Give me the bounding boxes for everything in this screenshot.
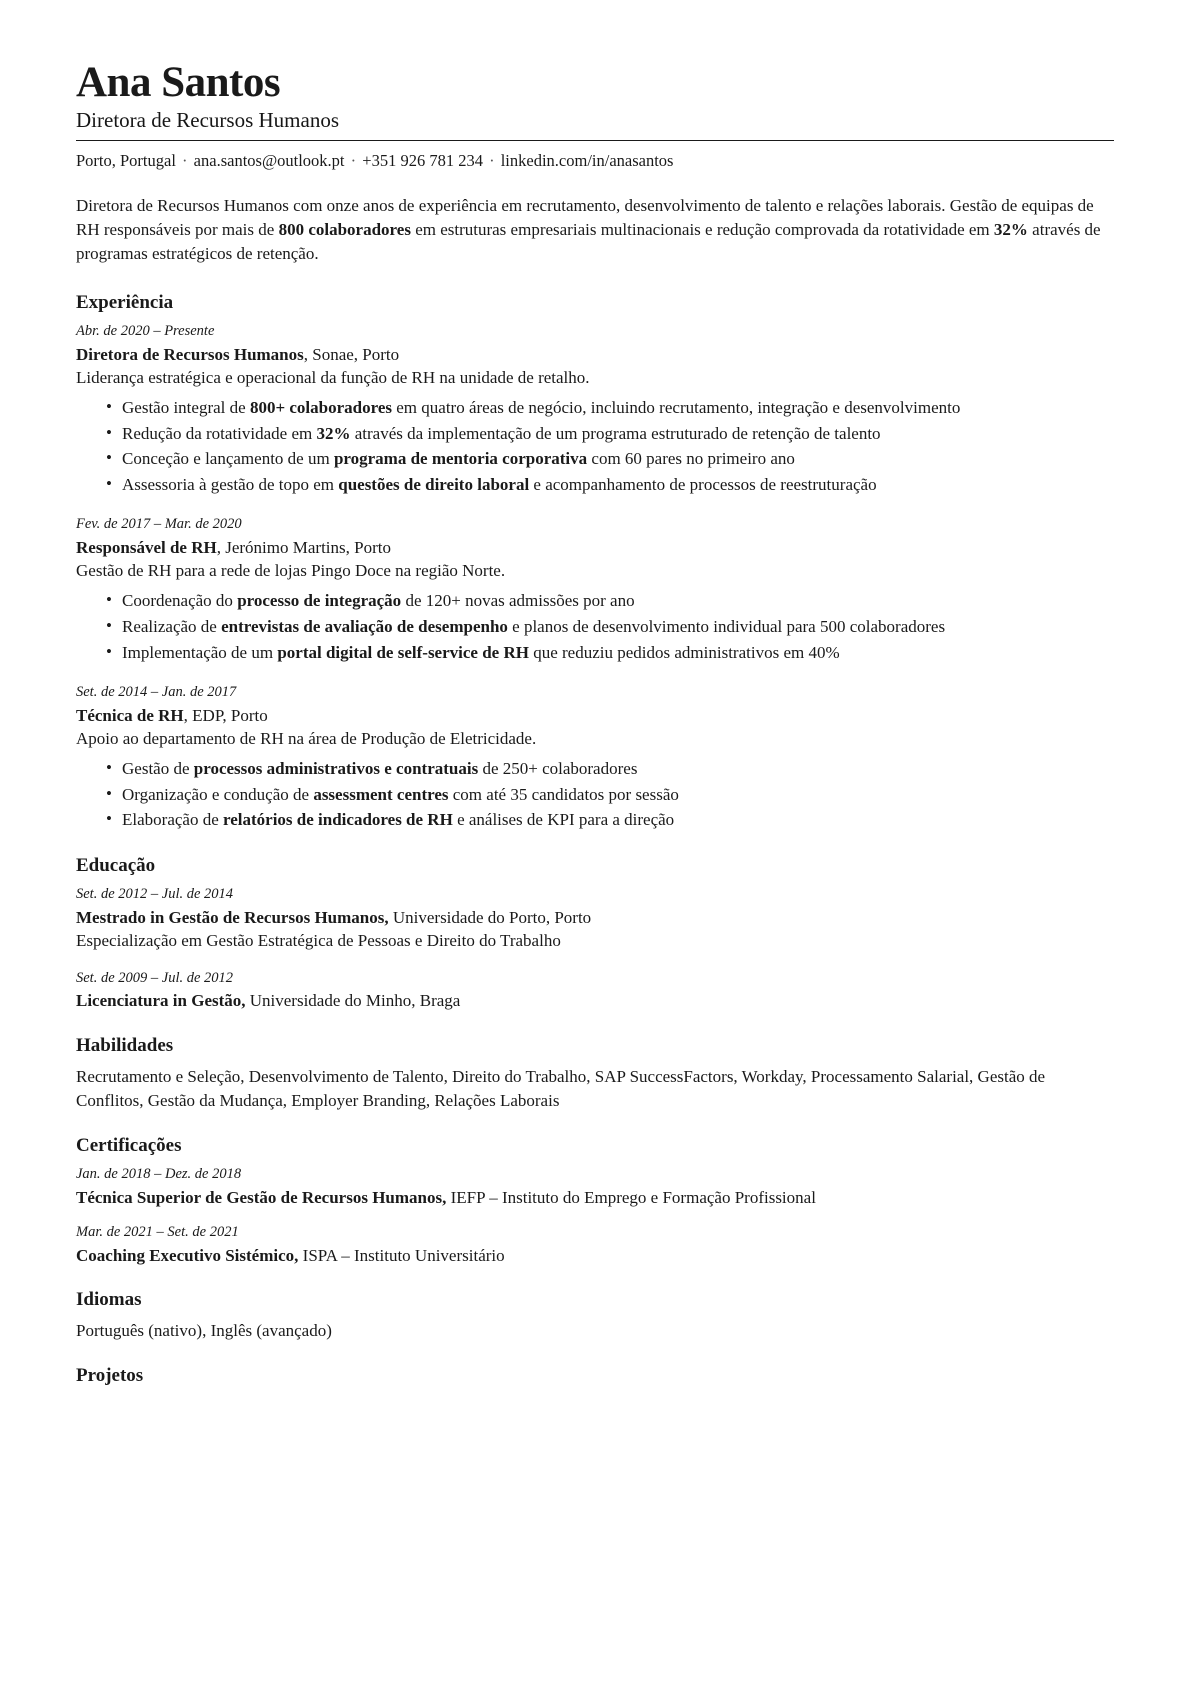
entry-description: Liderança estratégica e operacional da função de RH na unidade de retalho. — [76, 368, 590, 388]
entry-degree-line — [76, 989, 1114, 1012]
bullet-text-bold: portal digital de self-service de RH — [277, 642, 529, 662]
list-item — [106, 641, 1114, 666]
bullet-text-pre: Implementação de um — [122, 642, 278, 662]
bullet-text-pre: Conceção e lançamento de um — [122, 449, 334, 469]
bullet-text-post: que reduziu pedidos administrativos em 40% — [528, 642, 840, 662]
summary-highlight-turnover: 32% — [993, 219, 1028, 239]
bullet-text-bold: assessment centres — [313, 784, 449, 804]
section-heading-skills: Habilidades — [76, 1034, 174, 1056]
list-item — [106, 757, 1114, 782]
entry-bullet-list — [76, 757, 1114, 833]
section-education — [76, 855, 1114, 1013]
page-title: Ana Santos — [76, 59, 281, 106]
entry-role: Responsável de RH — [76, 538, 217, 558]
entry-dates: Set. de 2012 – Jul. de 2014 — [76, 885, 234, 902]
list-item — [106, 473, 1114, 498]
entry-description: Especialização em Gestão Estratégica de Pessoas e Direito do Trabalho — [76, 930, 561, 950]
section-heading-projects: Projetos — [76, 1365, 144, 1387]
header-divider — [76, 140, 1114, 141]
list-item — [106, 422, 1114, 447]
bullet-text-post: com até 35 candidatos por sessão — [448, 784, 679, 804]
summary-text-1: Diretora de Recursos Humanos com onze anos de experiência em recrutamento, desenvolvimento de talento e relações laborais. Gestão de equipas de RH responsáveis por mais de — [76, 195, 1094, 239]
header-subtitle: Diretora de Recursos Humanos — [76, 108, 340, 133]
entry-title-line — [76, 1186, 1114, 1209]
bullet-text-bold: programa de mentoria corporativa — [333, 449, 588, 469]
list-item — [106, 589, 1114, 614]
bullet-text-bold: questões de direito laboral — [338, 474, 530, 494]
entry-description: Apoio ao departamento de RH na área de Produção de Eletricidade. — [76, 729, 537, 749]
education-entry — [76, 969, 1114, 1013]
bullet-text-post: e planos de desenvolvimento individual para 500 colaboradores — [507, 616, 946, 636]
entry-title: Coaching Executivo Sistémico, — [76, 1245, 299, 1265]
bullet-text-pre: Gestão de — [122, 759, 194, 779]
section-languages — [76, 1289, 1114, 1343]
contact-linkedin[interactable]: linkedin.com/in/anasantos — [500, 150, 674, 170]
bullet-text-post: com 60 pares no primeiro ano — [587, 449, 795, 469]
entry-dates: Jan. de 2018 – Dez. de 2018 — [76, 1166, 242, 1183]
entry-degree-line — [76, 906, 1114, 929]
bullet-text-bold: 32% — [316, 423, 351, 443]
bullet-text-bold: processos administrativos e contratuais — [193, 759, 479, 779]
contact-email[interactable]: ana.santos@outlook.pt — [193, 150, 345, 170]
contact-phone[interactable]: +351 926 781 234 — [362, 150, 483, 170]
entry-dates: Mar. de 2021 – Set. de 2021 — [76, 1224, 239, 1241]
bullet-text-bold: processo de integração — [237, 591, 402, 611]
section-heading-certifications: Certificações — [76, 1135, 182, 1157]
summary-text-3: através de programas estratégicos de retenção. — [76, 219, 1101, 263]
bullet-text-post: e acompanhamento de processos de reestruturação — [529, 474, 877, 494]
experience-entry — [76, 683, 1114, 833]
entry-role-line — [76, 704, 1114, 727]
bullet-text-pre: Assessoria à gestão de topo em — [122, 474, 339, 494]
entry-degree: Licenciatura in Gestão, — [76, 991, 246, 1011]
contact-separator-3: · — [489, 150, 495, 170]
education-entry — [76, 885, 1114, 953]
entry-title: Técnica Superior de Gestão de Recursos Humanos, — [76, 1187, 447, 1207]
entry-company: , Jerónimo Martins, Porto — [216, 538, 391, 558]
bullet-text-bold: entrevistas de avaliação de desempenho — [221, 616, 508, 636]
certification-entry — [76, 1165, 1114, 1209]
list-item — [106, 808, 1114, 833]
entry-institution: Universidade do Minho, Braga — [245, 991, 461, 1011]
contact-line — [76, 149, 1114, 172]
entry-dates: Fev. de 2017 – Mar. de 2020 — [76, 516, 242, 533]
bullet-text-pre: Gestão integral de — [122, 397, 250, 417]
entry-company: , EDP, Porto — [183, 705, 268, 725]
bullet-text-post: e análises de KPI para a direção — [452, 810, 675, 830]
entry-institution: Universidade do Porto, Porto — [388, 907, 592, 927]
contact-separator-1: · — [182, 150, 188, 170]
list-item — [106, 615, 1114, 640]
summary-paragraph — [76, 194, 1114, 266]
experience-entry — [76, 322, 1114, 497]
section-projects — [76, 1365, 1114, 1387]
entry-role-line — [76, 536, 1114, 559]
section-experience — [76, 292, 1114, 833]
experience-entry — [76, 515, 1114, 665]
entry-role-line — [76, 343, 1114, 366]
section-heading-languages: Idiomas — [76, 1289, 142, 1311]
contact-location: Porto, Portugal — [76, 150, 176, 170]
entry-degree: Mestrado in Gestão de Recursos Humanos, — [76, 907, 389, 927]
section-certifications — [76, 1135, 1114, 1267]
section-heading-experience: Experiência — [76, 292, 174, 314]
skills-text: Recrutamento e Seleção, Desenvolvimento de Talento, Direito do Trabalho, SAP SuccessFactors, Workday, Processamento Salarial, Gestão de Conflitos, Gestão da Mudança, Employer Branding, Relações Laborais — [76, 1066, 1046, 1110]
entry-dates: Set. de 2014 – Jan. de 2017 — [76, 684, 237, 701]
entry-description: Gestão de RH para a rede de lojas Pingo Doce na região Norte. — [76, 561, 506, 581]
entry-dates: Set. de 2009 – Jul. de 2012 — [76, 969, 234, 986]
entry-bullet-list — [76, 589, 1114, 665]
entry-role: Técnica de RH — [76, 705, 184, 725]
contact-separator-2: · — [350, 150, 357, 170]
section-skills — [76, 1035, 1114, 1113]
entry-issuer: IEFP – Instituto do Emprego e Formação Profissional — [446, 1187, 816, 1207]
entry-issuer: ISPA – Instituto Universitário — [298, 1245, 505, 1265]
bullet-text-post: de 250+ colaboradores — [478, 759, 638, 779]
bullet-text-pre: Realização de — [122, 616, 222, 636]
entry-title-line — [76, 1244, 1114, 1267]
bullet-text-pre: Coordenação do — [122, 591, 238, 611]
bullet-text-post: de 120+ novas admissões por ano — [401, 591, 635, 611]
certification-entry — [76, 1223, 1114, 1267]
bullet-text-post: em quatro áreas de negócio, incluindo recrutamento, integração e desenvolvimento — [392, 397, 961, 417]
list-item — [106, 447, 1114, 472]
entry-company: , Sonae, Porto — [303, 344, 400, 364]
languages-text: Português (nativo), Inglês (avançado) — [76, 1321, 332, 1341]
list-item — [106, 783, 1114, 808]
bullet-text-pre: Redução da rotatividade em — [122, 423, 317, 443]
bullet-text-post: através da implementação de um programa estruturado de retenção de talento — [350, 423, 881, 443]
bullet-text-pre: Organização e condução de — [122, 784, 314, 804]
bullet-text-bold: 800+ colaboradores — [249, 397, 392, 417]
entry-dates: Abr. de 2020 – Presente — [76, 323, 215, 340]
list-item — [106, 396, 1114, 421]
section-heading-education: Educação — [76, 854, 156, 876]
bullet-text-bold: relatórios de indicadores de RH — [223, 810, 453, 830]
entry-bullet-list — [76, 396, 1114, 498]
entry-role: Diretora de Recursos Humanos — [76, 344, 304, 364]
summary-highlight-headcount: 800 colaboradores — [278, 219, 411, 239]
bullet-text-pre: Elaboração de — [122, 810, 223, 830]
summary-text-2: em estruturas empresariais multinacionais e redução comprovada da rotatividade em — [410, 219, 994, 239]
